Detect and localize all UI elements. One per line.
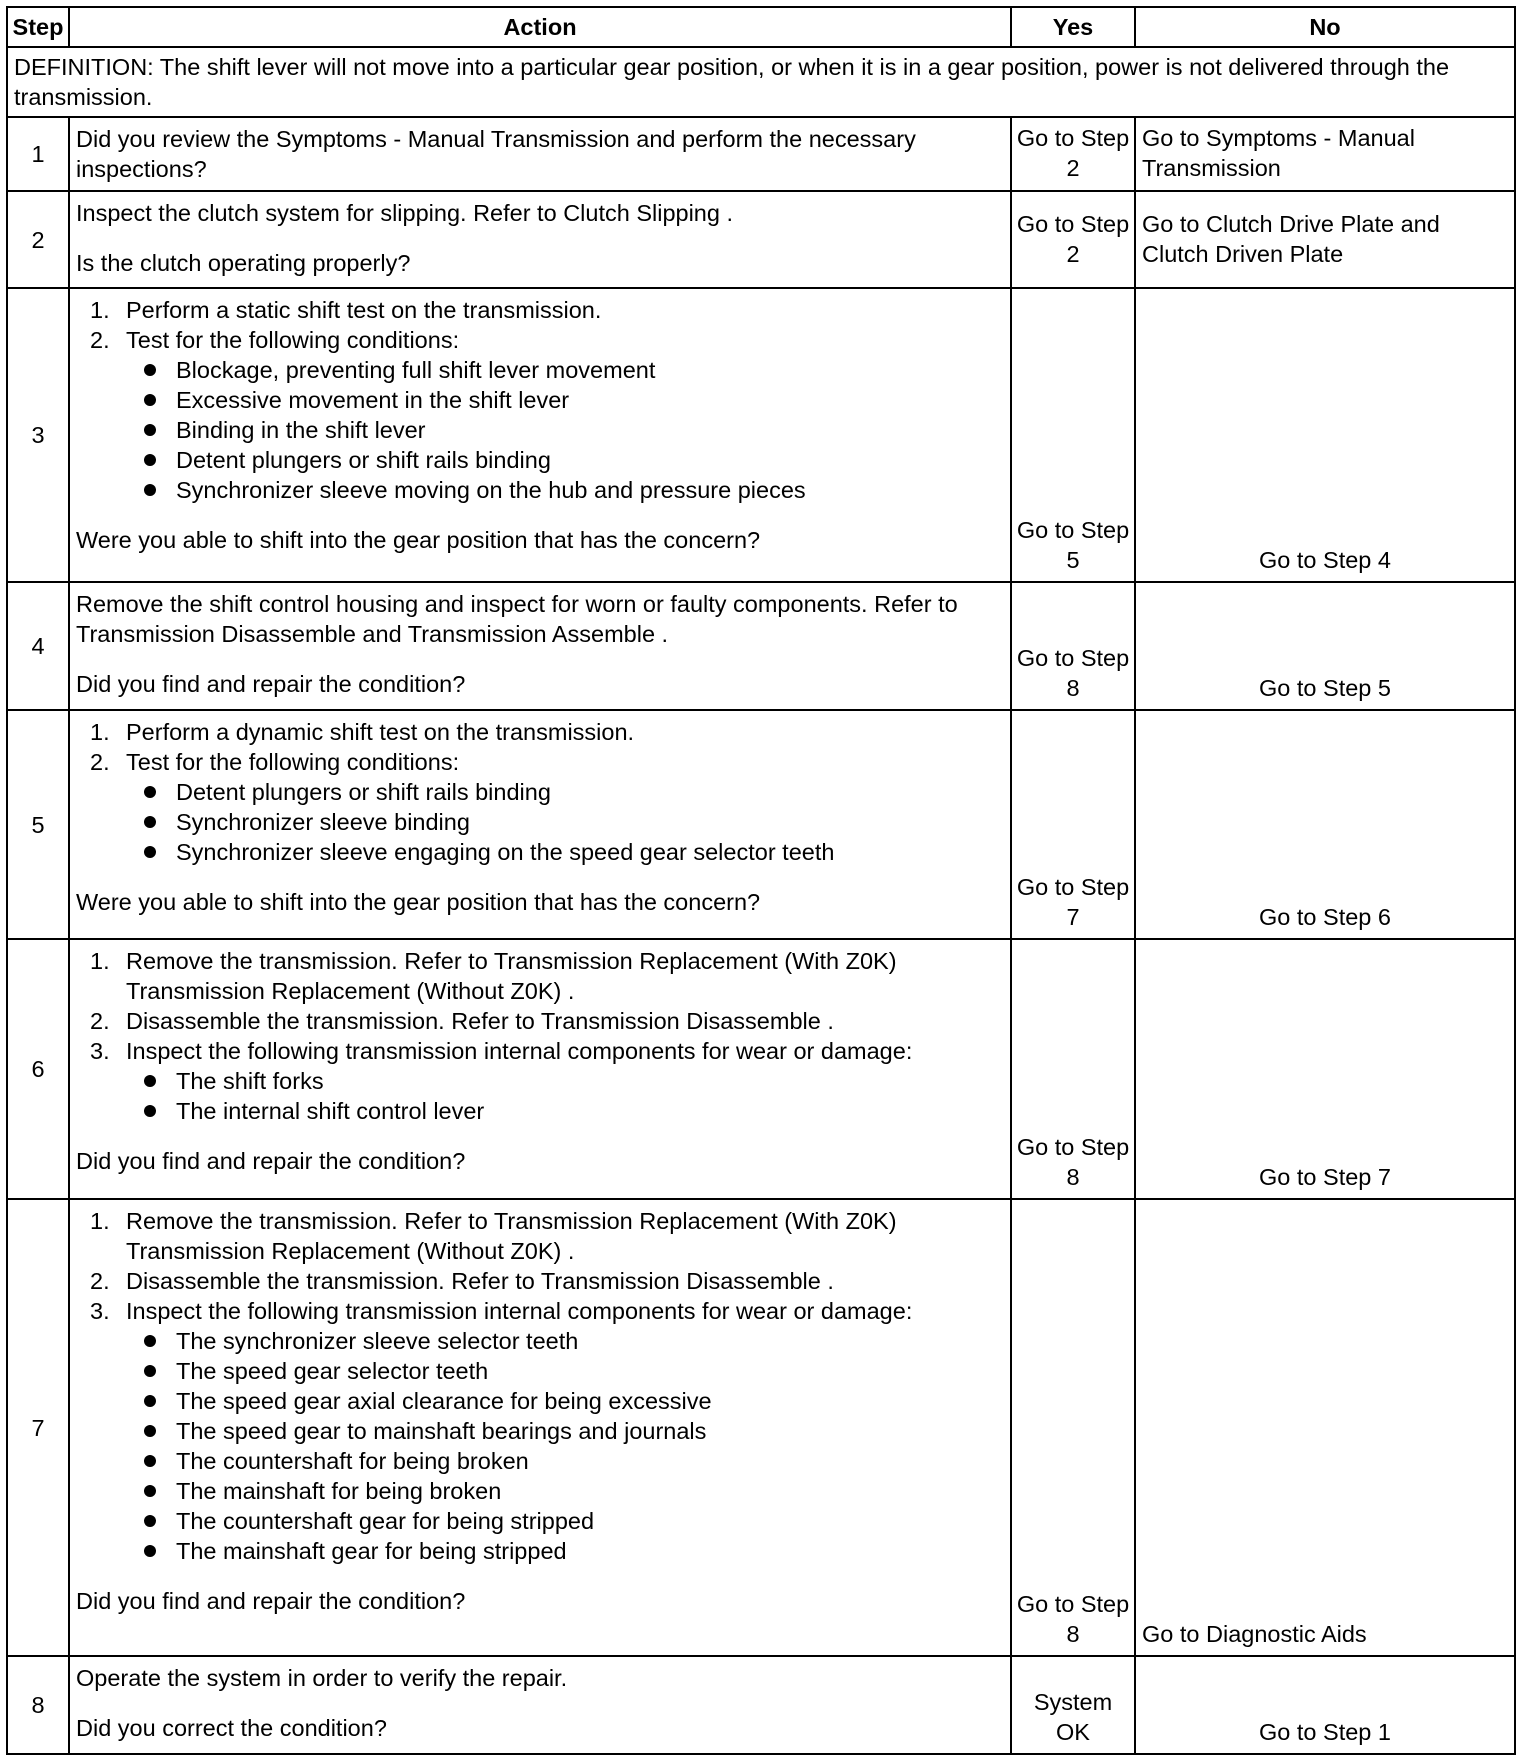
header-no: No [1135,7,1515,47]
definition-text: DEFINITION: The shift lever will not move into a particular gear position, or when it is in a gear position, power is not delivered through the transmission. [7,47,1515,117]
no-result: Go to Clutch Drive Plate and Clutch Driven Plate [1135,191,1515,288]
bullet-item: The countershaft gear for being stripped [76,1506,1004,1536]
action-question: Is the clutch operating properly? [76,250,411,276]
action-text: Did you review the Symptoms - Manual Transmission and perform the necessary inspections? [76,126,916,182]
bullet-item: The synchronizer sleeve selector teeth [76,1326,1004,1356]
table-row [7,117,1515,191]
no-result: Go to Step 4 [1135,288,1515,582]
step-number: 7 [7,1199,69,1656]
action-cell [69,1656,1011,1754]
yes-result: Go to Step 5 [1011,288,1135,582]
action-question: Did you correct the condition? [76,1715,387,1741]
table-row [7,191,1515,288]
yes-result: Go to Step 7 [1011,710,1135,939]
yes-result: Go to Step 8 [1011,582,1135,710]
step-number: 1 [7,117,69,191]
numbered-item: 3. Inspect the following transmission internal components for wear or damage: [90,1298,913,1324]
bullet-item: Detent plungers or shift rails binding [76,777,1004,807]
action-cell [69,939,1011,1199]
step-number: 3 [7,288,69,582]
action-cell [69,1199,1011,1656]
numbered-item: 1. Perform a static shift test on the transmission. [90,297,602,323]
header-row [7,7,1515,47]
bullet-item: The mainshaft for being broken [76,1476,1004,1506]
bullet-item: Blockage, preventing full shift lever movement [76,355,1004,385]
bullet-item: Synchronizer sleeve binding [76,807,1004,837]
bullet-item: The countershaft for being broken [76,1446,1004,1476]
action-text: Remove the shift control housing and inspect for worn or faulty components. Refer to Transmission Disassemble and Transmission Assemble . [76,591,958,647]
step-number: 6 [7,939,69,1199]
diagnostic-table [6,6,1516,1755]
bullet-item: The speed gear to mainshaft bearings and journals [76,1416,1004,1446]
table-row [7,710,1515,939]
action-question: Did you find and repair the condition? [76,1588,466,1614]
table-row [7,1656,1515,1754]
numbered-item: 1. Remove the transmission. Refer to Transmission Replacement (With Z0K) Transmission Replacement (Without Z0K) . [90,1208,897,1264]
action-text: Inspect the clutch system for slipping. Refer to Clutch Slipping . [76,200,734,226]
bullet-item: The internal shift control lever [76,1096,1004,1126]
action-cell [69,288,1011,582]
step-number: 5 [7,710,69,939]
action-cell [69,582,1011,710]
numbered-item: 2. Test for the following conditions: [90,327,460,353]
definition-row [7,47,1515,117]
numbered-item: 1. Remove the transmission. Refer to Transmission Replacement (With Z0K) Transmission Replacement (Without Z0K) . [90,948,897,1004]
numbered-item: 3. Inspect the following transmission internal components for wear or damage: [90,1038,913,1064]
action-cell [69,117,1011,191]
action-cell [69,191,1011,288]
no-result: Go to Step 5 [1135,582,1515,710]
numbered-item: 2. Test for the following conditions: [90,749,460,775]
numbered-item: 2. Disassemble the transmission. Refer to Transmission Disassemble . [90,1268,834,1294]
numbered-item: 1. Perform a dynamic shift test on the transmission. [90,719,635,745]
action-question: Did you find and repair the condition? [76,1148,466,1174]
no-result: Go to Step 7 [1135,939,1515,1199]
table-row [7,288,1515,582]
no-result: Go to Step 1 [1135,1656,1515,1754]
action-question: Were you able to shift into the gear position that has the concern? [76,889,761,915]
bullet-item: The speed gear axial clearance for being excessive [76,1386,1004,1416]
table-row [7,939,1515,1199]
bullet-item: Synchronizer sleeve moving on the hub and pressure pieces [76,475,1004,505]
diagnostic-table-document [6,6,1514,1750]
table-row [7,1199,1515,1656]
yes-result: Go to Step 8 [1011,939,1135,1199]
no-result: Go to Step 6 [1135,710,1515,939]
header-action: Action [69,7,1011,47]
bullet-item: Excessive movement in the shift lever [76,385,1004,415]
no-result: Go to Symptoms - Manual Transmission [1135,117,1515,191]
step-number: 2 [7,191,69,288]
bullet-item: The mainshaft gear for being stripped [76,1536,1004,1566]
bullet-item: Detent plungers or shift rails binding [76,445,1004,475]
action-text: Operate the system in order to verify the repair. [76,1665,568,1691]
action-question: Did you find and repair the condition? [76,671,466,697]
table-row [7,582,1515,710]
bullet-item: Synchronizer sleeve engaging on the speed gear selector teeth [76,837,1004,867]
header-step: Step [7,7,69,47]
action-question: Were you able to shift into the gear position that has the concern? [76,527,761,553]
no-result: Go to Diagnostic Aids [1135,1199,1515,1656]
yes-result: Go to Step 8 [1011,1199,1135,1656]
header-yes: Yes [1011,7,1135,47]
yes-result: Go to Step 2 [1011,191,1135,288]
bullet-item: Binding in the shift lever [76,415,1004,445]
bullet-item: The shift forks [76,1066,1004,1096]
numbered-item: 2. Disassemble the transmission. Refer to Transmission Disassemble . [90,1008,834,1034]
action-cell [69,710,1011,939]
bullet-item: The speed gear selector teeth [76,1356,1004,1386]
yes-result: Go to Step 2 [1011,117,1135,191]
step-number: 8 [7,1656,69,1754]
yes-result: System OK [1011,1656,1135,1754]
step-number: 4 [7,582,69,710]
